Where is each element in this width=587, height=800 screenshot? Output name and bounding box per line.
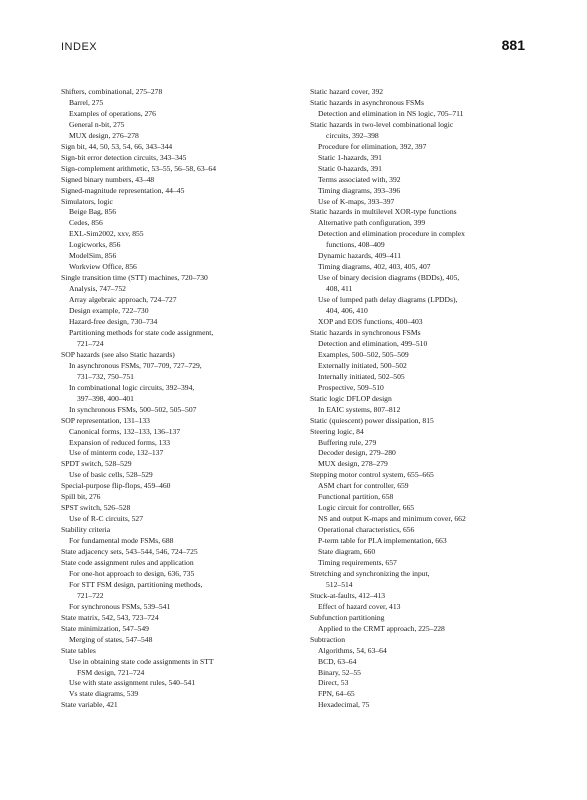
- index-entry: Direct, 53: [318, 678, 349, 688]
- index-entry: 397–398, 400–401: [77, 393, 134, 403]
- index-entry: Logic circuit for controller, 665: [318, 503, 415, 513]
- index-entry: Vs state diagrams, 539: [69, 689, 139, 699]
- index-entry: XOP and EOS functions, 400–403: [318, 317, 423, 327]
- page-header: [61, 37, 525, 57]
- index-entry: Hazard-free design, 730–734: [69, 317, 158, 327]
- index-entry: Expansion of reduced forms, 133: [69, 437, 171, 447]
- index-entry: Beige Bag, 856: [69, 207, 117, 217]
- index-entry: 512–514: [326, 579, 353, 589]
- index-entry: Cedes, 856: [69, 218, 103, 228]
- index-entry: Single transition time (STT) machines, 720–730: [61, 273, 208, 283]
- index-entry: Signed binary numbers, 43–48: [61, 174, 155, 184]
- index-entry: Alternative path configuration, 399: [318, 218, 426, 228]
- index-entry: Stuck-at-faults, 412–413: [310, 590, 386, 600]
- index-entry: circuits, 392–398: [326, 130, 379, 140]
- index-entry: Hexadecimal, 75: [318, 700, 370, 710]
- index-entry: Timing diagrams, 402, 403, 405, 407: [318, 262, 431, 272]
- index-entry: 404, 406, 410: [326, 306, 368, 316]
- index-entry: State tables: [61, 645, 96, 655]
- index-entry: For fundamental mode FSMs, 688: [69, 536, 174, 546]
- index-entry: General n-bit, 275: [69, 119, 125, 129]
- index-entry: FSM design, 721–724: [77, 667, 145, 677]
- index-entry: State adjacency sets, 543–544, 546, 724–725: [61, 547, 198, 557]
- index-entry: Use in obtaining state code assignments in STT: [69, 656, 214, 666]
- index-entry: Algorithms, 54, 63–64: [318, 645, 387, 655]
- index-entry: 731–732, 750–751: [77, 371, 134, 381]
- index-entry: For STT FSM design, partitioning methods,: [69, 579, 203, 589]
- index-entry: Design example, 722–730: [69, 306, 149, 316]
- index-entry: Static 1-hazards, 391: [318, 152, 382, 162]
- index-entry: Examples, 500–502, 505–509: [318, 349, 409, 359]
- index-entry: Terms associated with, 392: [318, 174, 401, 184]
- index-entry: P-term table for PLA implementation, 663: [318, 536, 447, 546]
- index-entry: Static 0-hazards, 391: [318, 163, 382, 173]
- index-entry: Spill bit, 276: [61, 492, 101, 502]
- index-entry: Binary, 52–55: [318, 667, 361, 677]
- index-entry: Static hazards in synchronous FSMs: [310, 327, 421, 337]
- index-entry: Steering logic, 84: [310, 426, 364, 436]
- index-entry: Special-purpose flip-flops, 459–460: [61, 481, 171, 491]
- index-entry: Internally initiated, 502–505: [318, 371, 405, 381]
- index-entry: Sign-complement arithmetic, 53–55, 56–58, 63–64: [61, 163, 217, 173]
- index-entry: Detection and elimination procedure in complex: [318, 229, 465, 239]
- index-entry: State code assignment rules and application: [61, 557, 194, 567]
- index-entry: Timing diagrams, 393–396: [318, 185, 401, 195]
- index-entry: Simulators, logic: [61, 196, 113, 206]
- index-entry: State variable, 421: [61, 700, 118, 710]
- index-entry: Signed-magnitude representation, 44–45: [61, 185, 185, 195]
- running-head: INDEX: [61, 41, 98, 53]
- index-entry: Sign bit, 44, 50, 53, 54, 66, 343–344: [61, 141, 173, 151]
- index-entry: Partitioning methods for state code assignment,: [69, 327, 214, 337]
- index-entry: In asynchronous FSMs, 707–709, 727–729,: [69, 360, 202, 370]
- index-entry: Static hazards in multilevel XOR-type functions: [310, 207, 457, 217]
- index-entry: Stretching and synchronizing the input,: [310, 568, 430, 578]
- index-entry: Operational characteristics, 656: [318, 525, 415, 535]
- index-entry: functions, 408–409: [326, 240, 385, 250]
- index-entry: SPDT switch, 528–529: [61, 459, 132, 469]
- index-entry: In combinational logic circuits, 392–394,: [69, 382, 195, 392]
- index-entry: Timing requirements, 657: [318, 557, 397, 567]
- index-entry: Use of minterm code, 132–137: [69, 448, 164, 458]
- index-entry: Functional partition, 658: [318, 492, 394, 502]
- index-entry: NS and output K-maps and minimum cover, 662: [318, 514, 466, 524]
- index-entry: Array algebraic approach, 724–727: [69, 295, 177, 305]
- index-entry: Subtraction: [310, 634, 346, 644]
- index-entry: Shifters, combinational, 275–278: [61, 87, 163, 96]
- index-entry: Decoder design, 279–280: [318, 448, 396, 458]
- index-entry: SPST switch, 526–528: [61, 503, 131, 513]
- index-entry: Static logic DFLOP design: [310, 393, 392, 403]
- index-entry: Logicworks, 856: [69, 240, 121, 250]
- index-entry: Analysis, 747–752: [69, 284, 126, 294]
- index-entry: EXL-Sim2002, xxv, 855: [69, 229, 144, 239]
- index-entry: 721–724: [77, 338, 104, 348]
- index-entry: Buffering rule, 279: [318, 437, 377, 447]
- index-entry: Use of binary decision diagrams (BDDs), 405,: [318, 273, 460, 283]
- index-entry: Use of R-C circuits, 527: [69, 514, 144, 524]
- index-entry: Merging of states, 547–548: [69, 634, 153, 644]
- index-entry: State matrix, 542, 543, 723–724: [61, 612, 159, 622]
- index-entry: Stability criteria: [61, 525, 111, 535]
- index-entry: Subfunction partitioning: [310, 612, 385, 622]
- index-entry: Dynamic hazards, 409–411: [318, 251, 402, 261]
- index-entry: Use of K-maps, 393–397: [318, 196, 395, 206]
- index-entry: MUX design, 276–278: [69, 130, 139, 140]
- index-entry: 408, 411: [326, 284, 353, 294]
- index-entry: Effect of hazard cover, 413: [318, 601, 401, 611]
- index-entry: Prospective, 509–510: [318, 382, 384, 392]
- index-entry: For one-hot approach to design, 636, 735: [69, 568, 195, 578]
- index-entry: Workview Office, 856: [69, 262, 137, 272]
- index-column-left: [61, 87, 293, 711]
- index-column-right: [310, 87, 542, 711]
- index-entry: Use with state assignment rules, 540–541: [69, 678, 196, 688]
- index-entry: Detection and elimination, 499–510: [318, 338, 428, 348]
- index-entry: Applied to the CRMT approach, 225–228: [318, 623, 445, 633]
- index-entry: Barrel, 275: [69, 97, 104, 107]
- index-entry: In EAIC systems, 807–812: [318, 404, 401, 414]
- index-entry: Procedure for elimination, 392, 397: [318, 141, 427, 151]
- index-entry: Examples of operations, 276: [69, 108, 156, 118]
- index-entry: Sign-bit error detection circuits, 343–345: [61, 152, 187, 162]
- index-entry: ASM chart for controller, 659: [318, 481, 409, 491]
- index-entry: Static (quiescent) power dissipation, 815: [310, 415, 434, 425]
- index-entry: Static hazards in two-level combinational logic: [310, 119, 454, 129]
- index-entry: State minimization, 547–549: [61, 623, 149, 633]
- index-entry: 721–722: [77, 590, 104, 600]
- index-entry: Use of lumped path delay diagrams (LPDDs),: [318, 295, 458, 305]
- index-entry: Detection and elimination in NS logic, 705–711: [318, 108, 464, 118]
- index-entry: Use of basic cells, 528–529: [69, 470, 153, 480]
- index-entry: SOP hazards (see also Static hazards): [61, 349, 175, 359]
- index-entry: Stepping motor control system, 655–665: [310, 470, 434, 480]
- index-entry: FPN, 64–65: [318, 689, 355, 699]
- index-entry: Externally initiated, 500–502: [318, 360, 407, 370]
- index-entry: In synchronous FSMs, 500–502, 505–507: [69, 404, 197, 414]
- index-entry: SOP representation, 131–133: [61, 415, 150, 425]
- index-entry: State diagram, 660: [318, 547, 376, 557]
- index-entry: For synchronous FSMs, 539–541: [69, 601, 171, 611]
- index-entry: Static hazards in asynchronous FSMs: [310, 97, 424, 107]
- index-entry: MUX design, 278–279: [318, 459, 388, 469]
- index-entry: Static hazard cover, 392: [310, 87, 384, 96]
- page-number: 881: [501, 37, 525, 53]
- index-entry: Canonical forms, 132–133, 136–137: [69, 426, 181, 436]
- index-entry: ModelSim, 856: [69, 251, 117, 261]
- index-entry: BCD, 63–64: [318, 656, 357, 666]
